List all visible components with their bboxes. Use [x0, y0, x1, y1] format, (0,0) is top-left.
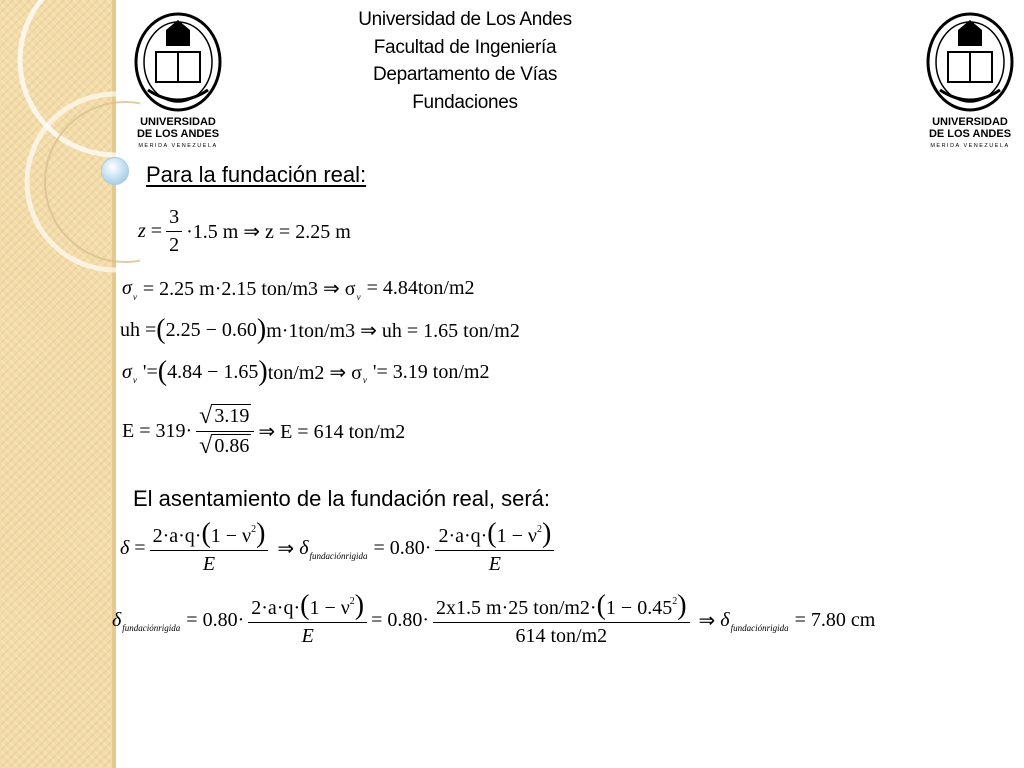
- equation-delta-general: δ = $\frac{2\cdot a\cdot q\cdot(1 - \nu^2)}{E}$ ⇒ δ fundaciónrigida = 0.80· $\frac{2\cdot a\cdot q\cdot(1 - \nu^2)}{E}$: [120, 520, 558, 576]
- header-university: Universidad de Los Andes: [358, 9, 572, 30]
- bullet-icon: [101, 157, 129, 185]
- equation-uh: uh = ( 2.25 − 0.60 ) m·1ton/m3 ⇒ uh = 1.65 ton/m2: [120, 314, 520, 345]
- heading-settlement: El asentamiento de la fundación real, será:: [133, 486, 551, 511]
- university-seal-left: [130, 10, 226, 150]
- equation-sigma-v: σ v = 2.25 m·2.15 ton/m3 ⇒ σ v = 4.84ton/m2: [122, 277, 475, 302]
- heading-real-foundation: Para la fundación real:: [146, 162, 367, 187]
- university-seal-right: [922, 10, 1018, 150]
- svg-text:DE LOS ANDES: DE LOS ANDES: [928, 128, 1012, 140]
- equation-z: z = $\frac{3}{2}$ ·1.5 m ⇒ z = 2.25 m: [138, 206, 351, 256]
- decorative-rings: [0, 0, 140, 768]
- svg-text:DE LOS ANDES: DE LOS ANDES: [136, 128, 220, 140]
- equation-delta-result: δ fundaciónrigida = 0.80· $\frac{2\cdot a\cdot q\cdot(1 - \nu^2)}{E}$ = 0.80· $\frac{2x1.5 m\cdot 25 ton/m2\cdot(1 - 0.45^2)}{\text{614 ton/m2}}$ ⇒ δ fundaciónrigida = 7.80 cm: [112, 590, 876, 647]
- svg-text:MERIDA VENEZUELA: MERIDA VENEZUELA: [138, 143, 218, 149]
- svg-text:UNIVERSIDAD: UNIVERSIDAD: [932, 116, 1008, 128]
- header-subject: Fundaciones: [412, 91, 518, 113]
- page-header: [300, 6, 630, 116]
- equation-modulus-e: E = 319· √ 3.19 √ 0.86 ⇒ E = 614 ton/m2: [122, 403, 406, 459]
- header-faculty: Facultad de Ingeniería: [373, 36, 557, 58]
- header-department: Departamento de Vías: [372, 64, 558, 85]
- svg-text:MERIDA VENEZUELA: MERIDA VENEZUELA: [930, 143, 1010, 149]
- equation-sigma-v-effective: σ v '= ( 4.84 − 1.65 ) ton/m2 ⇒ σ v '= 3.19 ton/m2: [122, 356, 490, 387]
- svg-text:UNIVERSIDAD: UNIVERSIDAD: [140, 116, 216, 128]
